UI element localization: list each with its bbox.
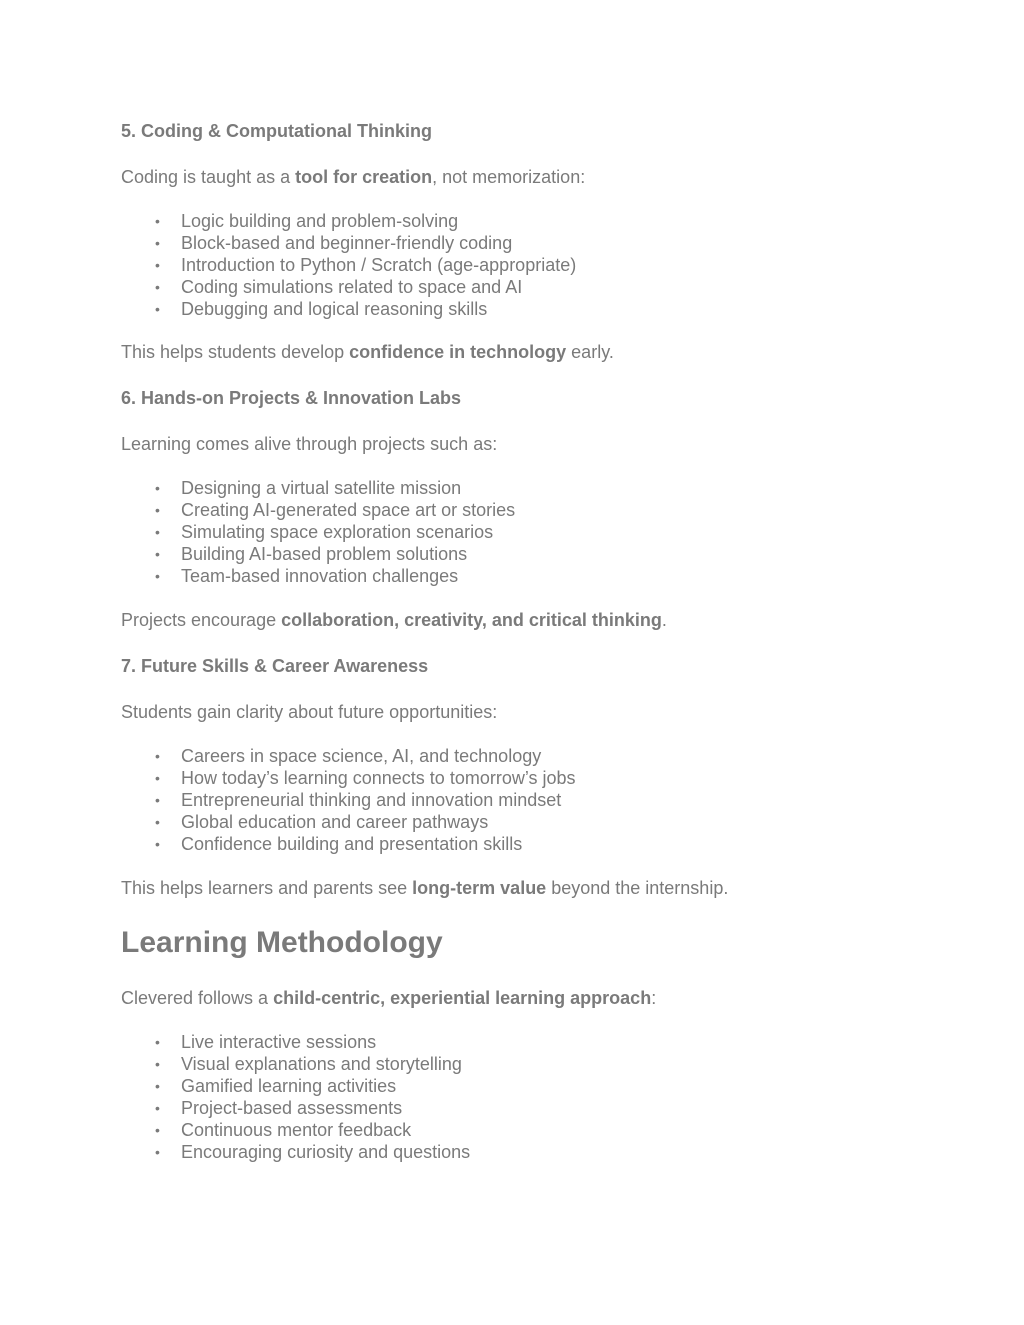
section7-outro-post: beyond the internship. (546, 878, 729, 898)
list-item (121, 1031, 921, 1053)
list-item-text: Confidence building and presentation skills (181, 834, 523, 854)
bullet-icon: • (155, 568, 160, 584)
list-item-text: Team-based innovation challenges (181, 566, 459, 586)
bullet-icon: • (155, 279, 160, 295)
list-item-text: Global education and career pathways (181, 812, 489, 832)
document-page (121, 118, 921, 1163)
list-item-text: Encouraging curiosity and questions (181, 1142, 471, 1162)
list-item-text: How today’s learning connects to tomorrow’s jobs (181, 768, 576, 788)
bullet-icon: • (155, 1034, 160, 1050)
section6-outro-post: . (661, 610, 667, 630)
list-item (121, 1097, 921, 1119)
section5-heading: 5. Coding & Computational Thinking (121, 121, 432, 141)
bullet-icon: • (155, 546, 160, 562)
list-item-text: Simulating space exploration scenarios (181, 522, 494, 542)
list-item (121, 254, 921, 276)
list-item-text: Building AI-based problem solutions (181, 544, 468, 564)
methodology-intro-bold: child-centric, experiential learning approach (273, 988, 652, 1008)
section5-intro-pre: Coding is taught as a (121, 167, 296, 187)
section5-outro-bold: confidence in technology (349, 342, 567, 362)
list-item (121, 811, 921, 833)
list-item (121, 521, 921, 543)
list-item-text: Live interactive sessions (181, 1032, 377, 1052)
list-item-text: Visual explanations and storytelling (181, 1054, 462, 1074)
bullet-icon: • (155, 213, 160, 229)
methodology-intro-post: : (651, 988, 657, 1008)
list-item (121, 565, 921, 587)
list-item (121, 1119, 921, 1141)
bullet-icon: • (155, 1144, 160, 1160)
list-item (121, 833, 921, 855)
list-item-text: Block-based and beginner-friendly coding (181, 233, 513, 253)
bullet-icon: • (155, 480, 160, 496)
list-item (121, 232, 921, 254)
section6-list (121, 477, 921, 587)
list-item (121, 789, 921, 811)
bullet-icon: • (155, 257, 160, 273)
bullet-icon: • (155, 836, 160, 852)
list-item (121, 543, 921, 565)
list-item (121, 477, 921, 499)
bullet-icon: • (155, 524, 160, 540)
list-item (121, 1053, 921, 1075)
section5-outro (121, 339, 921, 365)
methodology-intro-pre: Clevered follows a (121, 988, 274, 1008)
list-item (121, 499, 921, 521)
bullet-icon: • (155, 748, 160, 764)
section6-outro-pre: Projects encourage (121, 610, 282, 630)
list-item (121, 210, 921, 232)
bullet-icon: • (155, 814, 160, 830)
section5-outro-post: early. (566, 342, 614, 362)
list-item (121, 1141, 921, 1163)
section6-outro (121, 607, 921, 633)
list-item-text: Creating AI-generated space art or stories (181, 500, 516, 520)
list-item-text: Debugging and logical reasoning skills (181, 299, 488, 319)
bullet-icon: • (155, 770, 160, 786)
section5-intro-bold: tool for creation (295, 167, 433, 187)
list-item-text: Careers in space science, AI, and technology (181, 746, 542, 766)
list-item (121, 1075, 921, 1097)
methodology-intro (121, 985, 921, 1011)
list-item (121, 276, 921, 298)
methodology-list (121, 1031, 921, 1163)
section5-outro-pre: This helps students develop (121, 342, 350, 362)
list-item-text: Introduction to Python / Scratch (age-appropriate) (181, 255, 577, 275)
section5-list (121, 210, 921, 320)
bullet-icon: • (155, 301, 160, 317)
list-item-text: Designing a virtual satellite mission (181, 478, 462, 498)
section7-outro-bold: long-term value (412, 878, 547, 898)
methodology-heading: Learning Methodology (121, 926, 443, 959)
list-item (121, 745, 921, 767)
bullet-icon: • (155, 1056, 160, 1072)
list-item-text: Gamified learning activities (181, 1076, 397, 1096)
section6-outro-bold: collaboration, creativity, and critical thinking (281, 610, 662, 630)
bullet-icon: • (155, 1100, 160, 1116)
bullet-icon: • (155, 792, 160, 808)
bullet-icon: • (155, 1078, 160, 1094)
section7-outro-pre: This helps learners and parents see (121, 878, 413, 898)
list-item-text: Project-based assessments (181, 1098, 403, 1118)
bullet-icon: • (155, 1122, 160, 1138)
bullet-icon: • (155, 235, 160, 251)
list-item (121, 767, 921, 789)
section6-intro: Learning comes alive through projects such as: (121, 434, 498, 454)
list-item-text: Logic building and problem-solving (181, 211, 459, 231)
list-item-text: Continuous mentor feedback (181, 1120, 412, 1140)
section5-intro (121, 164, 921, 190)
list-item-text: Coding simulations related to space and AI (181, 277, 523, 297)
section7-outro (121, 875, 921, 901)
list-item-text: Entrepreneurial thinking and innovation mindset (181, 790, 562, 810)
section6-heading: 6. Hands-on Projects & Innovation Labs (121, 388, 462, 408)
bullet-icon: • (155, 502, 160, 518)
section5-intro-post: , not memorization: (432, 167, 586, 187)
list-item (121, 298, 921, 320)
section7-heading: 7. Future Skills & Career Awareness (121, 656, 429, 676)
section7-intro: Students gain clarity about future opportunities: (121, 702, 498, 722)
section7-list (121, 745, 921, 855)
